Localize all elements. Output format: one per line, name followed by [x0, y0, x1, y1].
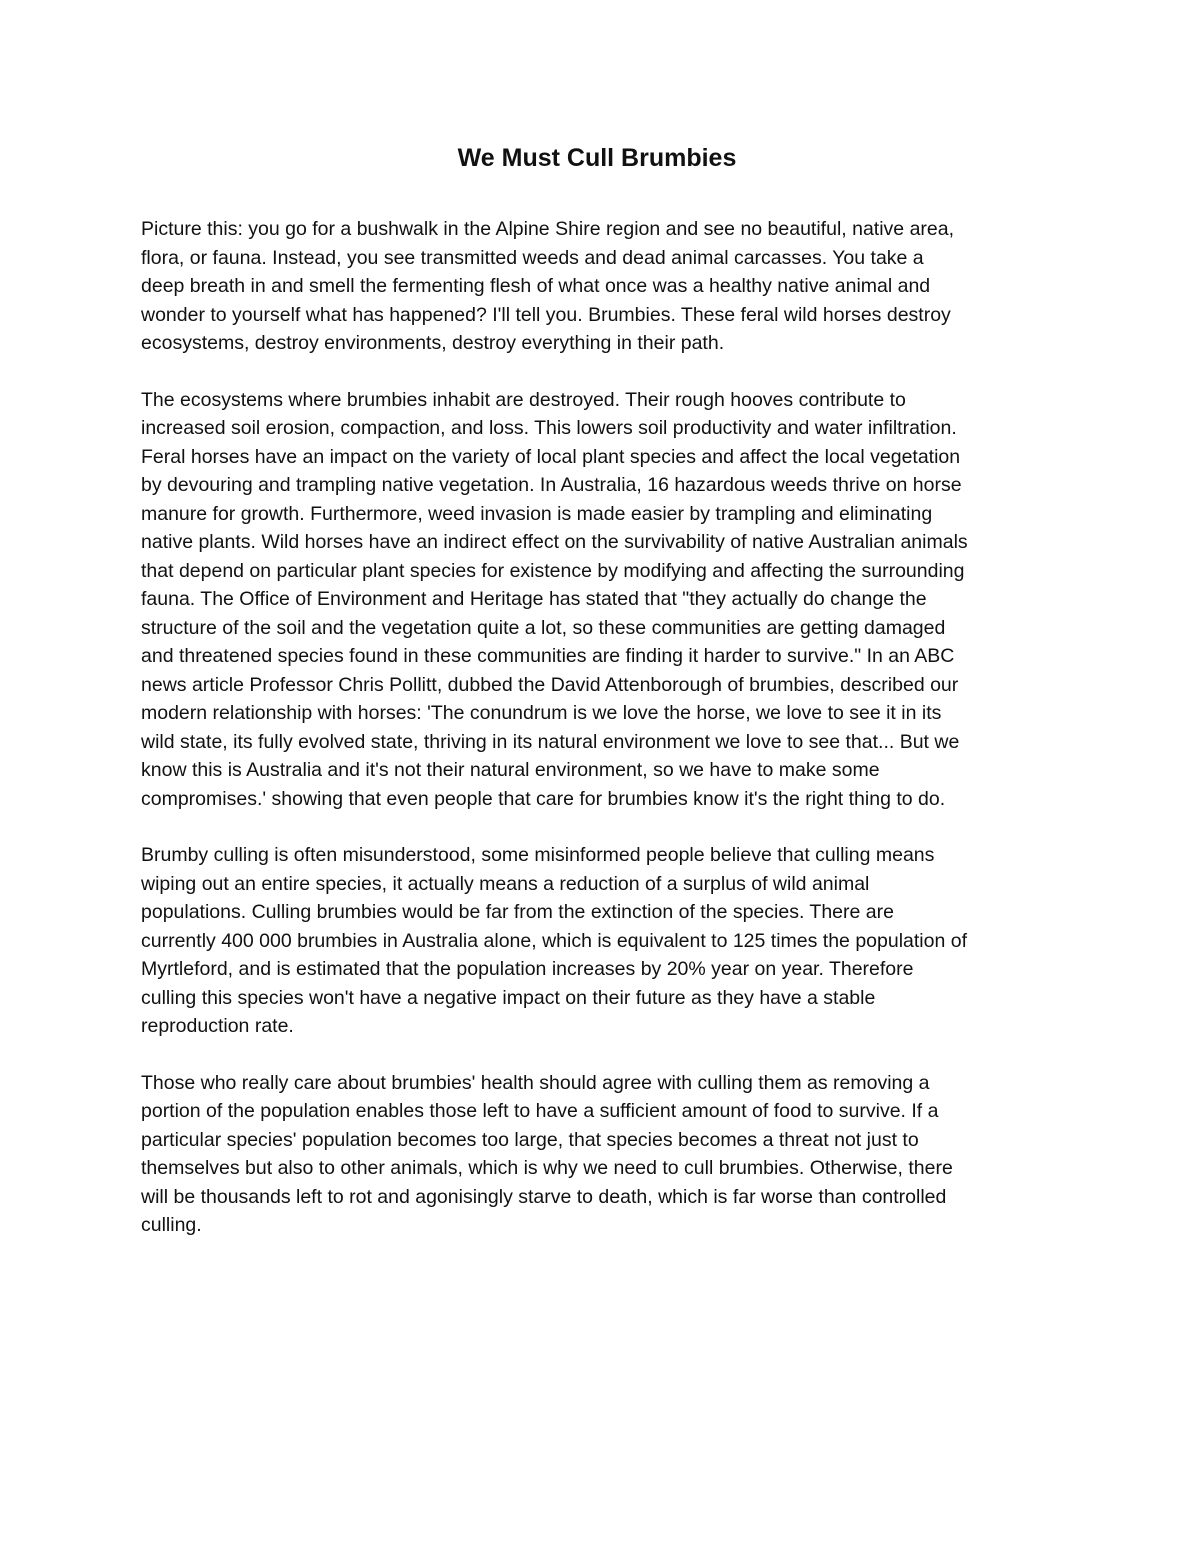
text-line: culling. — [141, 1214, 202, 1236]
text-line: flora, or fauna. Instead, you see transmitted weeds and dead animal carcasses. You take a — [141, 246, 924, 269]
text-line: deep breath in and smell the fermenting flesh of what once was a healthy native animal and — [141, 275, 931, 297]
text-line: wiping out an entire species, it actually means a reduction of a surplus of wild animal — [141, 872, 870, 895]
text-line: wild state, its fully evolved state, thriving in its natural environment we love to see that... But we — [141, 730, 960, 753]
paragraph-conclusion — [141, 1069, 1066, 1240]
text-line: structure of the soil and the vegetation quite a lot, so these communities are getting damaged — [141, 616, 946, 639]
text-line: ecosystems, destroy environments, destroy everything in their path. — [141, 332, 725, 354]
document-title: We Must Cull Brumbies — [457, 144, 737, 172]
text-line: populations. Culling brumbies would be far from the extinction of the species. There are — [141, 901, 894, 923]
text-line: will be thousands left to rot and agonisingly starve to death, which is far worse than controlled — [141, 1185, 947, 1208]
text-line: Feral horses have an impact on the variety of local plant species and affect the local vegetation — [141, 445, 961, 468]
text-line: increased soil erosion, compaction, and loss. This lowers soil productivity and water infiltration. — [141, 417, 957, 439]
paragraph-intro — [141, 215, 1066, 358]
text-line: that depend on particular plant species for existence by modifying and affecting the surrounding — [141, 559, 965, 582]
text-line: particular species' population becomes too large, that species becomes a threat not just to — [141, 1128, 919, 1151]
text-line: Brumby culling is often misunderstood, some misinformed people believe that culling means — [141, 844, 935, 866]
text-line: The ecosystems where brumbies inhabit are destroyed. Their rough hooves contribute to — [141, 388, 906, 411]
text-line: and threatened species found in these communities are finding it harder to survive." In an ABC — [141, 645, 955, 667]
paragraph-culling-misunderstood — [141, 841, 1066, 1041]
text-line: compromises.' showing that even people that care for brumbies know it's the right thing to do. — [141, 787, 946, 810]
text-line: Myrtleford, and is estimated that the population increases by 20% year on year. Therefore — [141, 958, 914, 980]
text-line: currently 400 000 brumbies in Australia alone, which is equivalent to 125 times the population of — [141, 929, 967, 952]
document-body — [141, 215, 1066, 1268]
paragraph-ecosystems — [141, 386, 1066, 814]
text-line: know this is Australia and it's not their natural environment, so we have to make some — [141, 759, 880, 781]
text-line: reproduction rate. — [141, 1015, 294, 1037]
text-line: modern relationship with horses: 'The conundrum is we love the horse, we love to see it in its — [141, 702, 942, 724]
text-line: fauna. The Office of Environment and Heritage has stated that "they actually do change the — [141, 588, 927, 610]
text-line: Picture this: you go for a bushwalk in the Alpine Shire region and see no beautiful, native area, — [141, 218, 955, 240]
text-line: Those who really care about brumbies' health should agree with culling them as removing a — [141, 1071, 930, 1094]
text-line: culling this species won't have a negative impact on their future as they have a stable — [141, 986, 876, 1009]
text-line: news article Professor Chris Pollitt, dubbed the David Attenborough of brumbies, described our — [141, 673, 959, 696]
text-line: portion of the population enables those left to have a sufficient amount of food to survive. If a — [141, 1100, 939, 1122]
text-line: by devouring and trampling native vegetation. In Australia, 16 hazardous weeds thrive on horse — [141, 474, 962, 496]
text-line: themselves but also to other animals, which is why we need to cull brumbies. Otherwise, there — [141, 1157, 953, 1179]
text-line: wonder to yourself what has happened? I'll tell you. Brumbies. These feral wild horses destroy — [141, 303, 951, 326]
text-line: native plants. Wild horses have an indirect effect on the survivability of native Australian animals — [141, 531, 968, 553]
text-line: manure for growth. Furthermore, weed invasion is made easier by trampling and eliminating — [141, 502, 933, 525]
